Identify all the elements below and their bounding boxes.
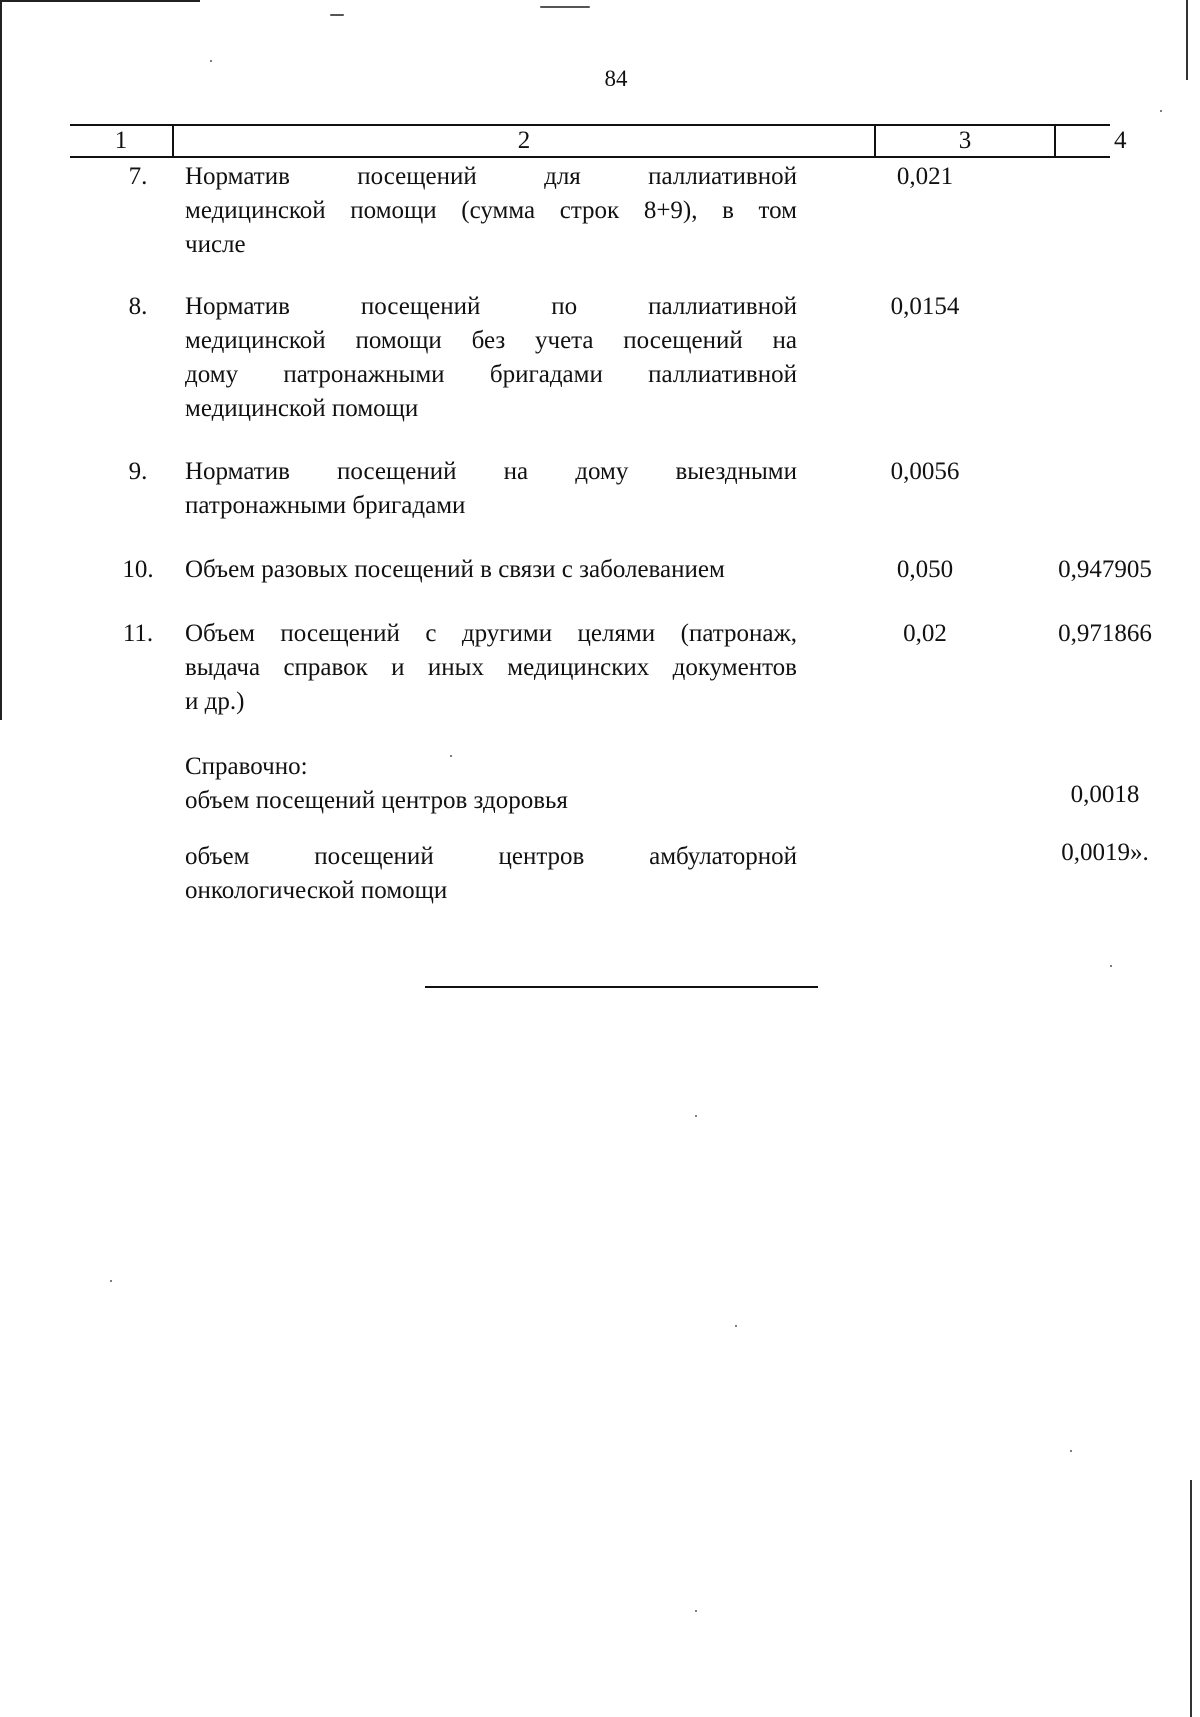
- row-description: [185, 553, 797, 587]
- header-col-1: 1: [70, 126, 174, 156]
- row-number: 9.: [128, 458, 148, 485]
- reference-heading-text: Справочно:: [185, 753, 308, 780]
- row-value-col4: 0,971866: [1058, 620, 1152, 647]
- description-line: Объем разовых посещений в связи с заболеванием: [185, 556, 725, 583]
- row-value-col4: 0,947905: [1058, 556, 1152, 583]
- row-value-col3: 0,050: [896, 556, 954, 583]
- row-value-col3: 0,02: [903, 620, 947, 647]
- description-line: объем посещений центров здоровья: [185, 787, 568, 814]
- description-line: Норматив посещений для паллиативной: [185, 163, 797, 190]
- description-line: медицинской помощи без учета посещений на: [185, 327, 797, 354]
- scan-speck: [330, 14, 344, 16]
- row-number: 7.: [128, 163, 148, 190]
- scan-speck: [1160, 110, 1162, 112]
- scan-speck: [1070, 1450, 1072, 1452]
- description-line: и др.): [185, 688, 245, 715]
- description-line: патронажными бригадами: [185, 492, 466, 519]
- scan-speck: [695, 1115, 697, 1117]
- reference-description: [185, 840, 797, 908]
- reference-value: 0,0018: [1070, 781, 1140, 808]
- scan-speck: [110, 1280, 112, 1282]
- description-line: дому патронажными бригадами паллиативной: [185, 361, 797, 388]
- description-line: Норматив посещений по паллиативной: [185, 293, 797, 320]
- reference-heading: [185, 750, 797, 784]
- description-line: Норматив посещений на дому выездными: [185, 458, 797, 485]
- row-value-col3: 0,0154: [890, 293, 960, 320]
- row-number: 11.: [122, 620, 154, 647]
- row-description: [185, 455, 797, 523]
- reference-description: [185, 784, 797, 818]
- scan-speck: [695, 1610, 697, 1612]
- scan-speck: [210, 60, 212, 62]
- page-number: 84: [604, 66, 628, 91]
- closing-rule: [425, 986, 818, 988]
- header-col-4: 4: [1114, 127, 1127, 154]
- table-header: [70, 124, 1127, 158]
- scan-edge-top: [0, 0, 200, 2]
- scan-edge-right-bottom: [1190, 1480, 1192, 1717]
- description-line: числе: [185, 231, 246, 258]
- description-line: Объем посещений с другими целями (патронаж,: [185, 620, 797, 647]
- scan-speck: [735, 1325, 737, 1327]
- row-number: 10.: [122, 556, 154, 583]
- scan-edge-left: [0, 0, 2, 720]
- description-line: онкологической помощи: [185, 877, 448, 904]
- row-number: 8.: [128, 293, 148, 320]
- row-description: [185, 160, 797, 262]
- row-description: [185, 617, 797, 719]
- row-value-col3: 0,021: [896, 163, 954, 190]
- description-line: объем посещений центров амбулаторной: [185, 843, 797, 870]
- scan-speck: [1110, 965, 1112, 967]
- description-line: медицинской помощи (сумма строк 8+9), в том: [185, 197, 797, 224]
- description-line: выдача справок и иных медицинских документов: [185, 654, 797, 681]
- header-col-2: 2: [174, 126, 876, 156]
- header-col-3: 3: [876, 126, 1056, 156]
- scan-speck: [540, 6, 590, 8]
- description-line: медицинской помощи: [185, 395, 419, 422]
- row-description: [185, 290, 797, 426]
- scan-speck: [450, 755, 452, 757]
- row-value-col3: 0,0056: [890, 458, 960, 485]
- reference-value: 0,0019».: [1061, 839, 1149, 866]
